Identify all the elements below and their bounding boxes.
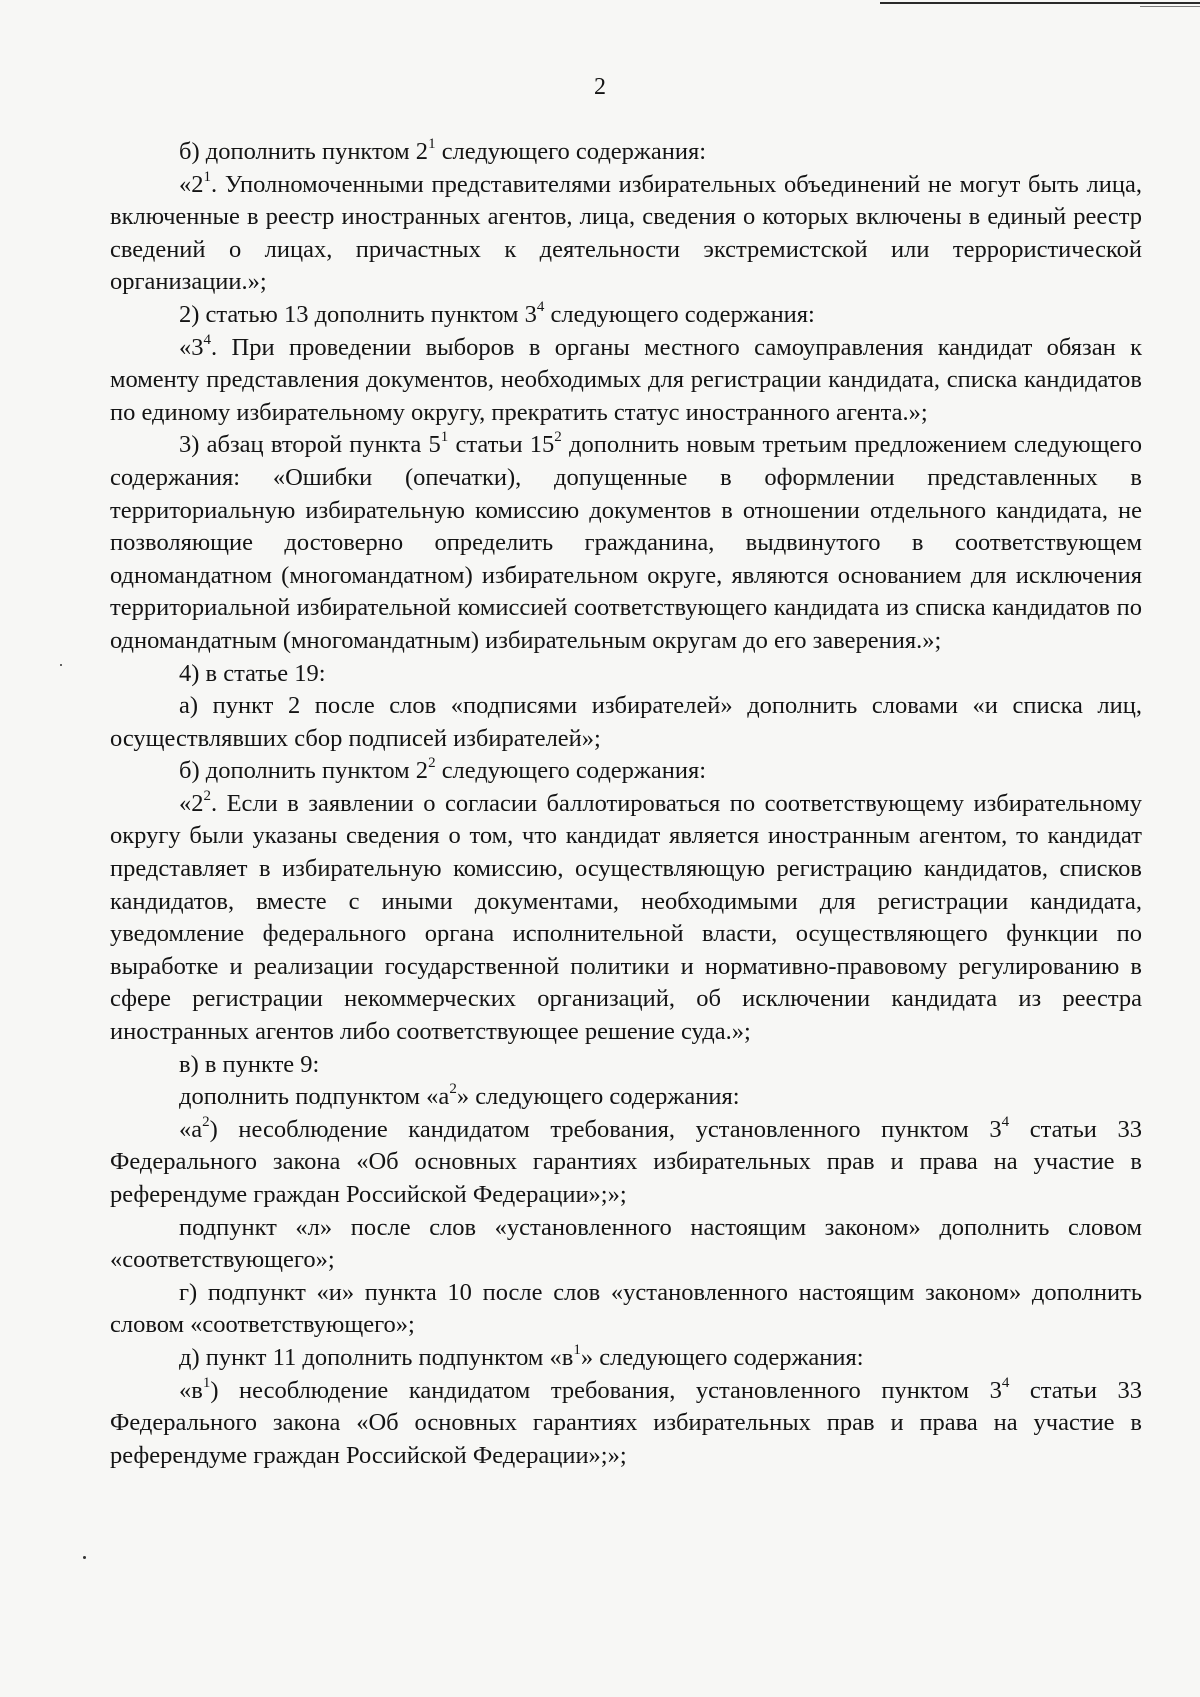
- paragraph: [110, 1049, 1142, 1082]
- paragraph: [110, 690, 1142, 755]
- paragraph-text: » следующего содержания:: [580, 1343, 864, 1371]
- paragraph: [110, 1081, 1142, 1114]
- paragraph: [110, 1342, 1142, 1375]
- paragraph-text: дополнить новым третьим предложением следующего содержания: «Ошибки (опечатки), допущенные в оформлении представленных в территориальную избирательную комиссию документов в отношении отдельного кандидата, не позволяющие достоверно определить гражданина, выдвинутого в соответствующем одномандатном (многомандатном) избирательном округе, являются основанием для исключения территориальной избирательной комиссией соответствующего кандидата из списка кандидатов по одномандатным (многомандатным) избирательным округам до его заверения.»;: [110, 431, 1142, 654]
- superscript-index: 4: [1001, 1113, 1010, 1130]
- paragraph-text: «3: [179, 333, 204, 361]
- superscript-index: 2: [554, 429, 562, 446]
- paragraph-text: » следующего содержания:: [456, 1083, 740, 1111]
- paragraph-text: дополнить подпунктом «а: [179, 1083, 450, 1111]
- paragraph: [110, 332, 1142, 430]
- paragraph-text: следующего содержания:: [544, 300, 815, 328]
- superscript-index: 2: [202, 1113, 210, 1130]
- paragraph-text: а) пункт 2 после слов «подписями избирателей» дополнить словами «и списка лиц, осуществлявших сбор подписей избирателей»;: [110, 692, 1142, 752]
- paragraph-text: статьи 33 Федерального закона «Об основных гарантиях избирательных прав и права на участие в референдуме граждан Российской Федерации»;»;: [110, 1115, 1142, 1208]
- paragraph-text: д) пункт 11 дополнить подпунктом «в: [179, 1343, 574, 1371]
- paragraph-text: «2: [179, 170, 204, 198]
- paragraph-text: . При проведении выборов в органы местного самоуправления кандидат обязан к моменту представления документов, необходимых для регистрации кандидата, списка кандидатов по единому избирательному округу, прекратить статус иностранного агента.»;: [110, 333, 1142, 426]
- paragraph: [110, 1375, 1142, 1473]
- superscript-index: 2: [428, 755, 436, 772]
- superscript-index: 1: [573, 1341, 581, 1358]
- paragraph: [110, 1212, 1142, 1277]
- paragraph: [110, 1277, 1142, 1342]
- paragraph: [110, 169, 1142, 299]
- paragraph-text: ) несоблюдение кандидатом требования, установленного пунктом 3: [210, 1376, 1002, 1404]
- paragraph-text: 4) в статье 19:: [179, 659, 326, 687]
- paragraph-text: статьи 15: [448, 431, 555, 459]
- document-body: [110, 136, 1142, 1472]
- paragraph-text: подпункт «л» после слов «установленного настоящим законом» дополнить словом «соответствующего»;: [110, 1213, 1142, 1274]
- paragraph-text: г) подпункт «и» пункта 10 после слов «установленного настоящим законом» дополнить словом «соответствующего»;: [110, 1278, 1142, 1339]
- paragraph: [110, 755, 1142, 788]
- paragraph-text: статьи 33 Федерального закона «Об основных гарантиях избирательных прав и права на участие в референдуме граждан Российской Федерации»;»;: [110, 1376, 1142, 1469]
- paragraph-text: следующего содержания:: [435, 138, 707, 165]
- paragraph: [110, 299, 1142, 332]
- paragraph-text: «2: [179, 789, 204, 817]
- paragraph-text: 3) абзац второй пункта 5: [179, 431, 441, 459]
- superscript-index: 4: [536, 298, 545, 315]
- superscript-index: 1: [202, 1374, 211, 1391]
- paragraph-text: 2) статью 13 дополнить пунктом 3: [179, 300, 537, 328]
- superscript-index: 1: [440, 429, 449, 446]
- scan-edge-line: [880, 2, 1200, 4]
- paragraph-text: . Уполномоченными представителями избирательных объединений не могут быть лица, включенные в реестр иностранных агентов, лица, сведения о которых включены в единый реестр сведений о лицах, причастных к деятельности экстремистской или террористической организации.»;: [110, 170, 1142, 296]
- paragraph-text: б) дополнить пунктом 2: [179, 757, 429, 785]
- superscript-index: 4: [1001, 1374, 1010, 1391]
- paragraph-text: следующего содержания:: [435, 757, 707, 785]
- paragraph-text: «в: [179, 1376, 203, 1404]
- superscript-index: 4: [203, 331, 211, 348]
- superscript-index: 1: [203, 168, 211, 185]
- paragraph: [110, 658, 1142, 691]
- page-number: 2: [594, 74, 606, 100]
- superscript-index: 1: [428, 136, 436, 152]
- paragraph-text: в) в пункте 9:: [179, 1050, 320, 1078]
- superscript-index: 2: [449, 1081, 457, 1098]
- paragraph-text: «а: [179, 1115, 203, 1143]
- paragraph: [110, 429, 1142, 657]
- superscript-index: 2: [203, 787, 211, 804]
- scan-speck: [83, 1556, 86, 1559]
- paragraph: [110, 1114, 1142, 1212]
- paragraph-text: . Если в заявлении о согласии баллотироваться по соответствующему избирательному округу были указаны сведения о том, что кандидат является иностранным агентом, то кандидат представляет в избирательную комиссию, осуществляющую регистрацию кандидатов, списков кандидатов, вместе с иными документами, необходимыми для регистрации кандидата, уведомление федерального органа исполнительной власти, осуществляющего функции по выработке и реализации государственной политики и нормативно-правовому регулированию в сфере регистрации некоммерческих организаций, об исключении кандидата из реестра иностранных агентов либо соответствующее решение суда.»;: [110, 789, 1142, 1046]
- paragraph: [110, 788, 1142, 1049]
- scan-speck: [60, 664, 62, 666]
- paragraph-text: ) несоблюдение кандидатом требования, установленного пунктом 3: [209, 1115, 1002, 1143]
- scan-edge-line-secondary: [1140, 6, 1200, 7]
- paragraph: [110, 136, 1142, 169]
- paragraph-text: б) дополнить пунктом 2: [179, 138, 429, 165]
